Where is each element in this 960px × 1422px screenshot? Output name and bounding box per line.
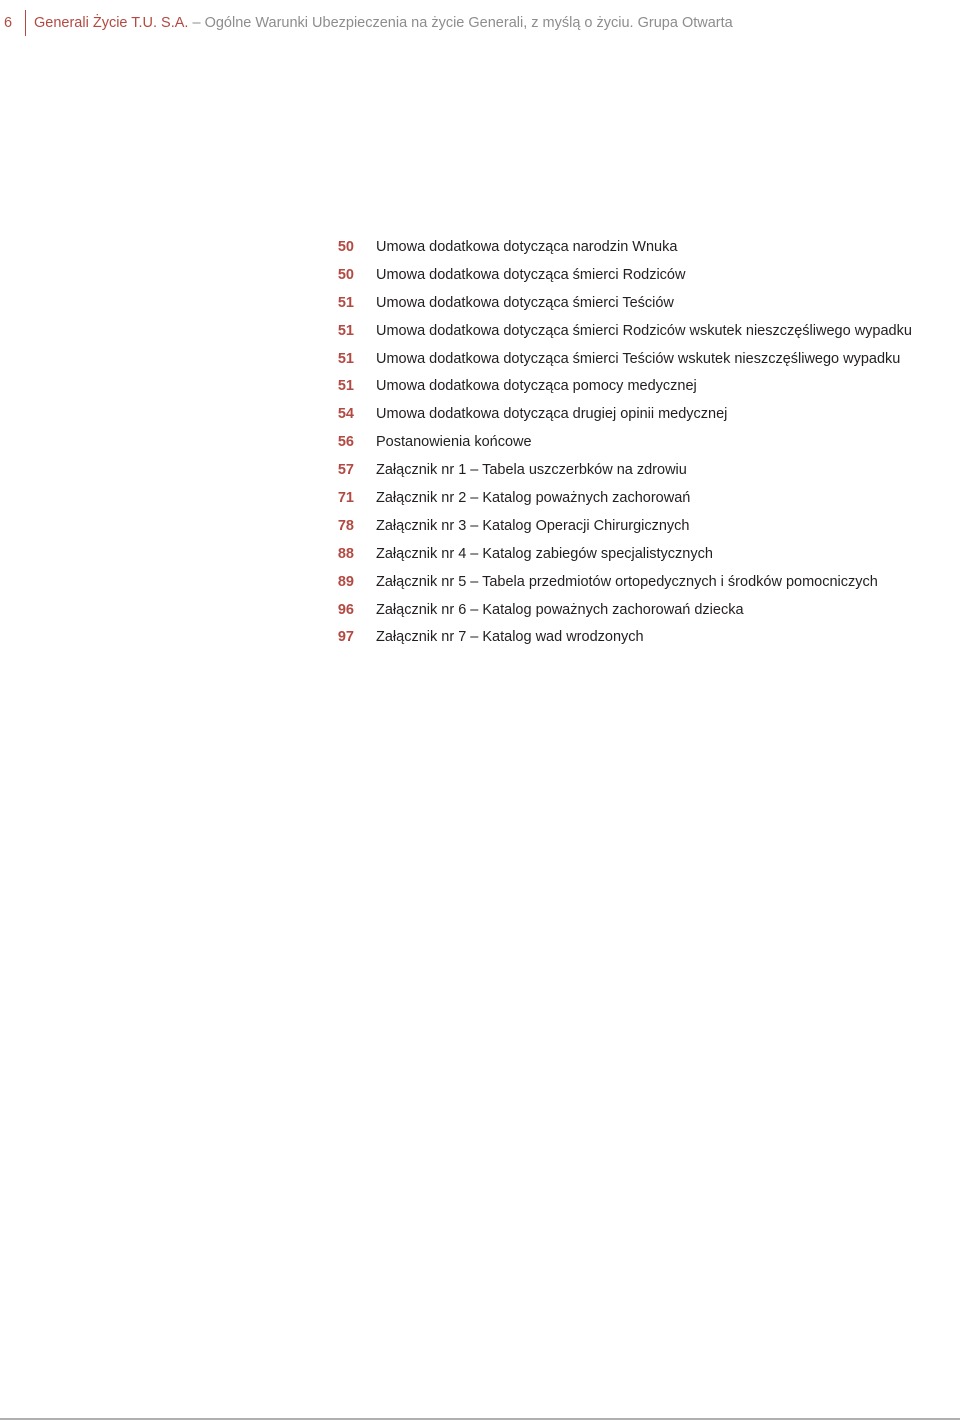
- toc-page-number: 96: [337, 601, 354, 618]
- toc-entry-title: Załącznik nr 5 – Tabela przedmiotów ortopedycznych i środków pomocniczych: [376, 573, 878, 590]
- toc-entry-title: Umowa dodatkowa dotycząca pomocy medycznej: [376, 378, 697, 395]
- toc-entry-title: Załącznik nr 4 – Katalog zabiegów specjalistycznych: [376, 545, 713, 562]
- toc-entry[interactable]: [300, 485, 940, 513]
- toc-page-number: 51: [337, 378, 354, 395]
- toc-page-number: 78: [337, 517, 354, 534]
- toc-entry-title: Umowa dodatkowa dotycząca śmierci Teściów wskutek nieszczęśliwego wypadku: [376, 350, 901, 367]
- bottom-border: [0, 1418, 960, 1420]
- header-company: Generali Życie T.U. S.A.: [34, 15, 189, 31]
- toc-entry-title: Załącznik nr 1 – Tabela uszczerbków na zdrowiu: [376, 462, 687, 479]
- toc-entry[interactable]: [300, 373, 940, 401]
- toc-entry[interactable]: [300, 290, 940, 318]
- toc-entry[interactable]: [300, 624, 940, 652]
- toc-page-number: 51: [337, 350, 354, 367]
- toc-entry[interactable]: [300, 429, 940, 457]
- toc-entry[interactable]: [300, 401, 940, 429]
- toc-entry[interactable]: [300, 457, 940, 485]
- toc-entry-title: Umowa dodatkowa dotycząca śmierci Teściów: [376, 294, 674, 311]
- toc-entry[interactable]: [300, 318, 940, 346]
- toc-entry-title: Umowa dodatkowa dotycząca narodzin Wnuka: [376, 239, 678, 255]
- toc-page-number: 50: [337, 266, 354, 283]
- toc-entry[interactable]: [300, 262, 940, 290]
- running-header: [34, 10, 733, 36]
- toc-page-number: 50: [337, 239, 354, 255]
- header-divider: [25, 10, 26, 36]
- toc-entry-title: Umowa dodatkowa dotycząca śmierci Rodziców: [376, 266, 686, 283]
- toc-entry[interactable]: [300, 541, 940, 569]
- toc-page-number: 56: [337, 434, 354, 451]
- toc-page-number: 51: [337, 294, 354, 311]
- page-header: [0, 10, 960, 36]
- toc-entry[interactable]: [300, 569, 940, 597]
- toc-entry[interactable]: [300, 597, 940, 625]
- toc-entry-title: Załącznik nr 3 – Katalog Operacji Chirurgicznych: [376, 517, 690, 534]
- toc-page-number: 97: [337, 629, 354, 646]
- toc-page-number: 54: [337, 406, 354, 423]
- toc-entry[interactable]: [300, 234, 940, 262]
- toc-entry-title: Umowa dodatkowa dotycząca drugiej opinii medycznej: [376, 406, 728, 423]
- toc-entry[interactable]: [300, 346, 940, 374]
- toc-entry-title: Umowa dodatkowa dotycząca śmierci Rodziców wskutek nieszczęśliwego wypadku: [376, 322, 912, 339]
- table-of-contents: [300, 234, 940, 652]
- toc-entry-title: Załącznik nr 2 – Katalog poważnych zachorowań: [376, 490, 691, 507]
- header-title: – Ogólne Warunki Ubezpieczenia na życie Generali, z myślą o życiu. Grupa Otwarta: [188, 15, 733, 31]
- toc-entry-title: Postanowienia końcowe: [376, 434, 532, 451]
- toc-page-number: 57: [337, 462, 354, 479]
- toc-page-number: 88: [337, 545, 354, 562]
- page-number: 6: [4, 15, 13, 31]
- toc-entry[interactable]: [300, 513, 940, 541]
- toc-page-number: 51: [337, 322, 354, 339]
- toc-page-number: 89: [337, 573, 354, 590]
- toc-page-number: 71: [337, 490, 354, 507]
- toc-entry-title: Załącznik nr 7 – Katalog wad wrodzonych: [376, 629, 644, 646]
- toc-entry-title: Załącznik nr 6 – Katalog poważnych zachorowań dziecka: [376, 601, 744, 618]
